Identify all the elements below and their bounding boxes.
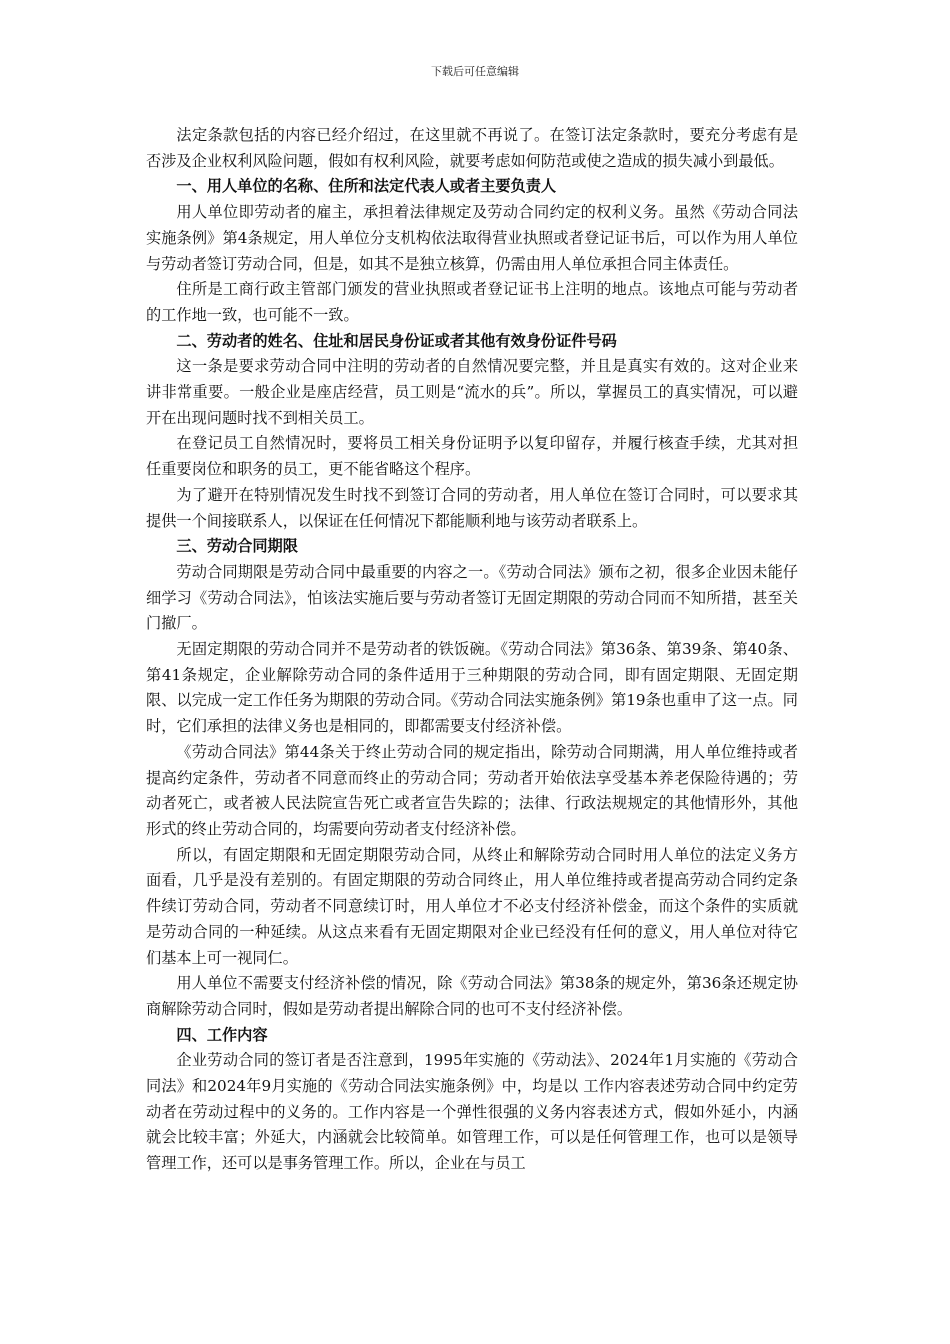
section-heading: 四、工作内容: [176, 1025, 268, 1044]
paragraph: 劳动合同期限是劳动合同中最重要的内容之一。《劳动合同法》颁布之初，很多企业因未能仔细学习《劳动合同法》，怕该法实施后要与劳动者签订无固定期限的劳动合同而不知所措，甚至关门撤厂。: [146, 562, 798, 633]
paragraph: 在登记员工自然情况时，要将员工相关身份证明予以复印留存，并履行核查手续，尤其对担任重要岗位和职务的员工，更不能省略这个程序。: [146, 434, 798, 479]
paragraph: 用人单位不需要支付经济补偿的情况，除《劳动合同法》第38条的规定外，第36条还规定协商解除劳动合同时，假如是劳动者提出解除合同的也可不支付经济补偿。: [146, 974, 798, 1018]
section-heading: 三、劳动合同期限: [176, 537, 298, 556]
paragraph: 住所是工商行政主管部门颁发的营业执照或者登记证书上注明的地点。该地点可能与劳动者的工作地一致，也可能不一致。: [146, 280, 798, 324]
paragraph: 《劳动合同法》第44条关于终止劳动合同的规定指出，除劳动合同期满，用人单位维持或者提高约定条件，劳动者不同意而终止的劳动合同；劳动者开始依法享受基本养老保险待遇的；劳动者死亡，或者被人民法院宣告死亡或者宣告失踪的；法律、行政法规规定的其他情形外，其他形式的终止劳动合同的，均需要向劳动者支付经济补偿。: [146, 742, 798, 838]
paragraph: 企业劳动合同的签订者是否注意到，1995年实施的《劳动法》、2024年1月实施的《劳动合同法》和2024年9月实施的《劳动合同法实施条例》中，均是以 工作内容表述劳动合同中约定劳动者在劳动过程中的义务的。工作内容是一个弹性很强的义务内容表述方式，假如外延小，内涵就会比较丰富；外延大，内涵就会比较简单。如管理工作，可以是任何管理工作，也可以是领导管理工作，还可以是事务管理工作。所以，企业在与员工: [146, 1051, 798, 1173]
paragraph: 无固定期限的劳动合同并不是劳动者的铁饭碗。《劳动合同法》第36条、第39条、第40条、第41条规定，企业解除劳动合同的条件适用于三种期限的劳动合同，即有固定期限、无固定期限、以完成一定工作任务为期限的劳动合同。《劳动合同法实施条例》第19条也重申了这一点。同时，它们承担的法律义务也是相同的，即都需要支付经济补偿。: [146, 640, 798, 736]
section-heading: 二、劳动者的姓名、住址和居民身份证或者其他有效身份证件号码: [176, 331, 617, 350]
paragraph: 这一条是要求劳动合同中注明的劳动者的自然情况要完整，并且是真实有效的。这对企业来讲非常重要。一般企业是座店经营，员工则是“流水的兵”。所以，掌握员工的真实情况，可以避开在出现问题时找不到相关员工。: [146, 357, 798, 427]
paragraph: 所以，有固定期限和无固定期限劳动合同，从终止和解除劳动合同时用人单位的法定义务方面看，几乎是没有差别的。有固定期限的劳动合同终止，用人单位维持或者提高劳动合同约定条件续订劳动合同，劳动者不同意续订时，用人单位才不必支付经济补偿金，而这个条件的实质就是劳动合同的一种延续。从这点来看有无固定期限对企业已经没有任何的意义，用人单位对待它们基本上可一视同仁。: [146, 845, 798, 967]
paragraph: 为了避开在特别情况发生时找不到签订合同的劳动者，用人单位在签订合同时，可以要求其提供一个间接联系人，以保证在任何情况下都能顺利地与该劳动者联系上。: [146, 485, 798, 530]
section-heading: 一、用人单位的名称、住所和法定代表人或者主要负责人: [176, 177, 557, 196]
paragraph: 用人单位即劳动者的雇主，承担着法律规定及劳动合同约定的权利义务。虽然《劳动合同法实施条例》第4条规定，用人单位分支机构依法取得营业执照或者登记证书后，可以作为用人单位与劳动者签订劳动合同，但是，如其不是独立核算，仍需由用人单位承担合同主体责任。: [146, 203, 798, 273]
document-body: [146, 123, 798, 1177]
page-header: 下载后可任意编辑: [431, 65, 519, 78]
paragraph: 法定条款包括的内容已经介绍过，在这里就不再说了。在签订法定条款时，要充分考虑有是否涉及企业权利风险问题，假如有权利风险，就要考虑如何防范或使之造成的损失减小到最低。: [146, 126, 798, 170]
